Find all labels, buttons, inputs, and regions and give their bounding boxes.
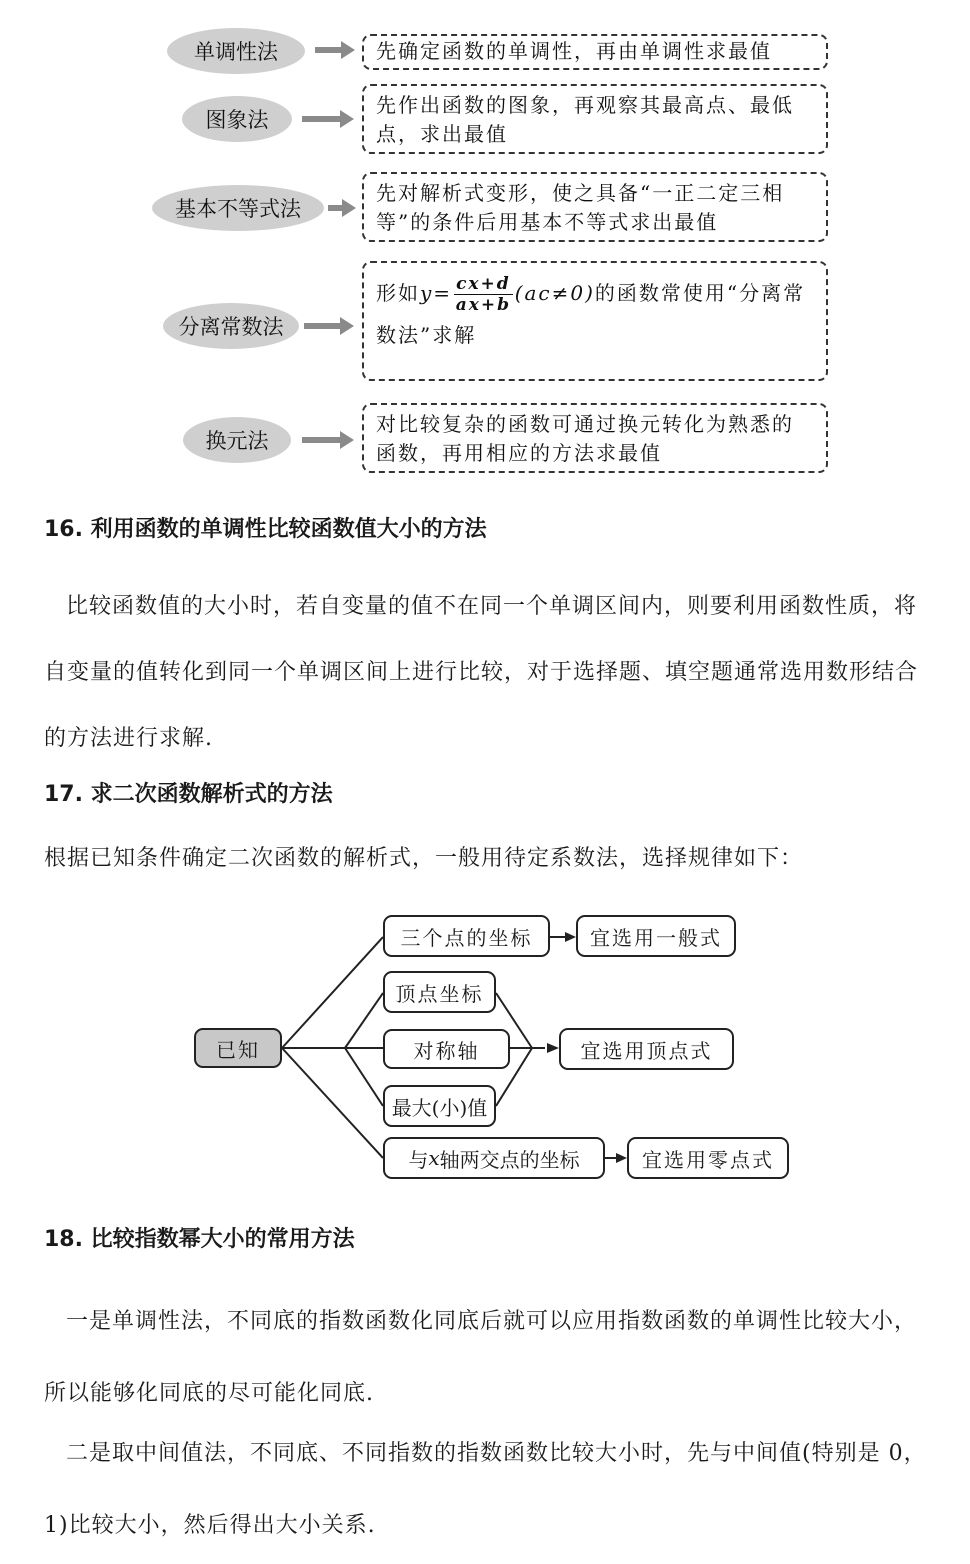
method-desc-monotonic: 先确定函数的单调性，再由单调性求最值 [362, 34, 828, 70]
flow-vertex-form: 宜选用顶点式 [559, 1028, 734, 1070]
method-desc-separate-constant: 形如y= $\frac{cx+d}{ax+b}$ (ac≠0)的函数常使用“分离常数法”求解 [362, 261, 828, 381]
flow-three-points: 三个点的坐标 [383, 915, 550, 957]
method-oval-separate-constant: 分离常数法 [163, 303, 299, 349]
method-desc-graph: 先作出函数的图象，再观察其最高点、最低点，求出最值 [362, 84, 828, 154]
flow-extreme: 最大(小)值 [383, 1085, 496, 1127]
method-oval-substitution: 换元法 [183, 417, 291, 463]
flow-root-known: 已知 [194, 1028, 282, 1068]
fraction: $\frac{cx+d}{ax+b}$ [455, 274, 512, 315]
section-18-p1: 一是单调性法，不同底的指数函数化同底后就可以应用指数函数的单调性比较大小，所以能够化同底的尽可能化同底. [44, 1309, 918, 1406]
method-desc-substitution: 对比较复杂的函数可通过换元转化为熟悉的函数，再用相应的方法求最值 [362, 403, 828, 473]
flow-zero-form: 宜选用零点式 [627, 1137, 789, 1179]
section-16-title: 16. 利用函数的单调性比较函数值大小的方法 [44, 517, 487, 542]
flow-x-intersect: 与 x 轴两交点的坐标 [383, 1137, 605, 1179]
method-oval-graph: 图象法 [182, 96, 292, 142]
flow-axis: 对称轴 [383, 1029, 510, 1069]
method-oval-monotonic: 单调性法 [167, 28, 305, 74]
section-17-title: 17. 求二次函数解析式的方法 [44, 782, 333, 807]
method-desc-inequality: 先对解析式变形，使之具备“一正二定三相等”的条件后用基本不等式求出最值 [362, 172, 828, 242]
method-oval-inequality: 基本不等式法 [152, 185, 324, 231]
flow-vertex: 顶点坐标 [383, 971, 496, 1013]
section-18-title: 18. 比较指数幂大小的常用方法 [44, 1227, 355, 1252]
flow-general-form: 宜选用一般式 [576, 915, 736, 957]
section-18-p2: 二是取中间值法，不同底、不同指数的指数函数比较大小时，先与中间值(特别是 0，1)比较大小，然后得出大小关系. [44, 1441, 927, 1538]
section-17-body: 根据已知条件确定二次函数的解析式，一般用待定系数法，选择规律如下： [44, 846, 804, 871]
section-16-body: 比较函数值的大小时，若自变量的值不在同一个单调区间内，则要利用函数性质，将自变量的值转化到同一个单调区间上进行比较，对于选择题、填空题通常选用数形结合的方法进行求解. [44, 594, 919, 751]
